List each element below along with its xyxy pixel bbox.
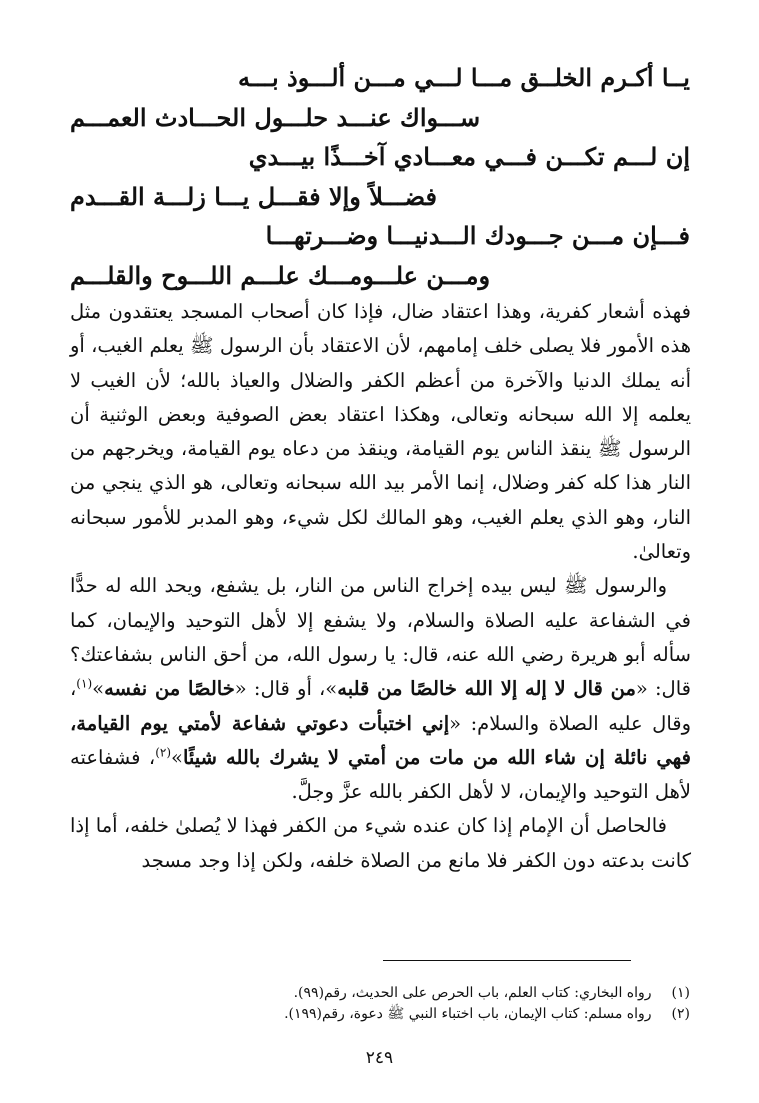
footnote-text: رواه مسلم: كتاب الإيمان، باب اختباء النبي ﷺ دعوة، رقم(١٩٩).	[284, 1006, 652, 1022]
paragraph	[70, 809, 691, 878]
paragraph-text: »	[92, 677, 105, 701]
footnotes	[70, 983, 690, 1025]
paragraph	[70, 569, 691, 809]
poem-verse: ســـواك عنـــد حلـــول الحـــادث العمـــم	[70, 102, 481, 132]
poem-verse: إن لـــم تكـــن فـــي معـــادي آخـــذًا بيـــدي	[248, 142, 690, 171]
page-number: ٢٤٩	[365, 1048, 394, 1068]
paragraph-text: فالحاصل أن الإمام إذا كان عنده شيء من الكفر فهذا لا يُصلىٰ خلفه، أما إذا كانت بدعته دون الكفر فلا مانع من الصلاة خلفه، ولكن إذا وجد مسجد	[70, 814, 691, 872]
paragraph-text: فهذه أشعار كفرية، وهذا اعتقاد ضال، فإذا كان أصحاب المسجد يعتقدون مثل هذه الأمور فلا يصلى خلف إمامهم، لأن الاعتقاد بأن الرسول ﷺ يعلم الغيب، أو أنه يملك الدنيا والآخرة من أعظم الكفر والضلال والعياذ بالله؛ لأن الغيب لا يعلمه إلا الله سبحانه وتعالى، وهكذا اعتقاد بعض الصوفية وبعض الوثنية أن الرسول ﷺ ينقذ الناس يوم القيامة، وينقذ من دعاه يوم القيامة، ويخرجهم من النار هذا كله كفر وضلال، إنما الأمر بيد الله سبحانه وتعالى، هو الذي ينجي من النار، وهو الذي يعلم الغيب، وهو المالك لكل شيء، وهو المدبر للأمور سبحانه وتعالىٰ.	[70, 300, 691, 564]
footnote	[70, 983, 690, 1004]
footnote-number: (٢)	[671, 1006, 690, 1022]
hadith-quote: إني اختبأت دعوتي شفاعة لأمتي يوم القيامة، فهي نائلة إن شاء الله من مات من أمتي لا يشرك بالله شيئًا	[70, 711, 691, 769]
hadith-quote: خالصًا من نفسه	[104, 677, 235, 701]
paragraph-text: ، فشفاعته لأهل التوحيد والإيمان، لا لأهل الكفر بالله عزَّ وجلَّ.	[70, 745, 691, 804]
paragraph-text: »	[171, 745, 183, 769]
footnote-text: رواه البخاري: كتاب العلم، باب الحرص على الحديث، رقم(٩٩).	[293, 985, 652, 1001]
poem-verse: فضـــلاً وإلا فقـــل يـــا زلـــة القـــدم	[70, 181, 437, 211]
footnote-reference: (١)	[76, 676, 93, 691]
body-text	[70, 295, 691, 878]
hadith-quote: من قال لا إله إلا الله خالصًا من قلبه	[337, 677, 636, 701]
paragraph	[70, 295, 691, 569]
poem-verse: ومـــن علـــومـــك علـــم اللـــوح والقلـــم	[70, 260, 491, 290]
footnote-reference: (٢)	[155, 745, 172, 760]
poem	[70, 58, 690, 295]
paragraph-text: »، أو قال: «	[234, 677, 338, 701]
paragraph-text: ، وقال عليه الصلاة والسلام: «	[70, 677, 692, 735]
paragraph-text: والرسول ﷺ ليس بيده إخراج الناس من النار، بل يشفع، ويحد الله له حدًّا في الشفاعة عليه الصلاة والسلام، ولا يشفع إلا لأهل التوحيد والإيمان، كما سأله أبو هريرة رضي الله عنه، قال: يا رسول الله، من أحق الناس بشفاعتك؟ قال: «	[70, 574, 691, 701]
poem-verse: فـــإن مـــن جـــودك الـــدنيـــا وضـــرتهـــا	[265, 221, 690, 250]
footnote-separator	[383, 960, 631, 961]
footnote-number: (١)	[671, 985, 690, 1001]
poem-verse: يــا أكـرم الخلــق مـــا لـــي مـــن ألـــوذ بـــه	[238, 63, 690, 92]
footnote	[70, 1004, 690, 1025]
